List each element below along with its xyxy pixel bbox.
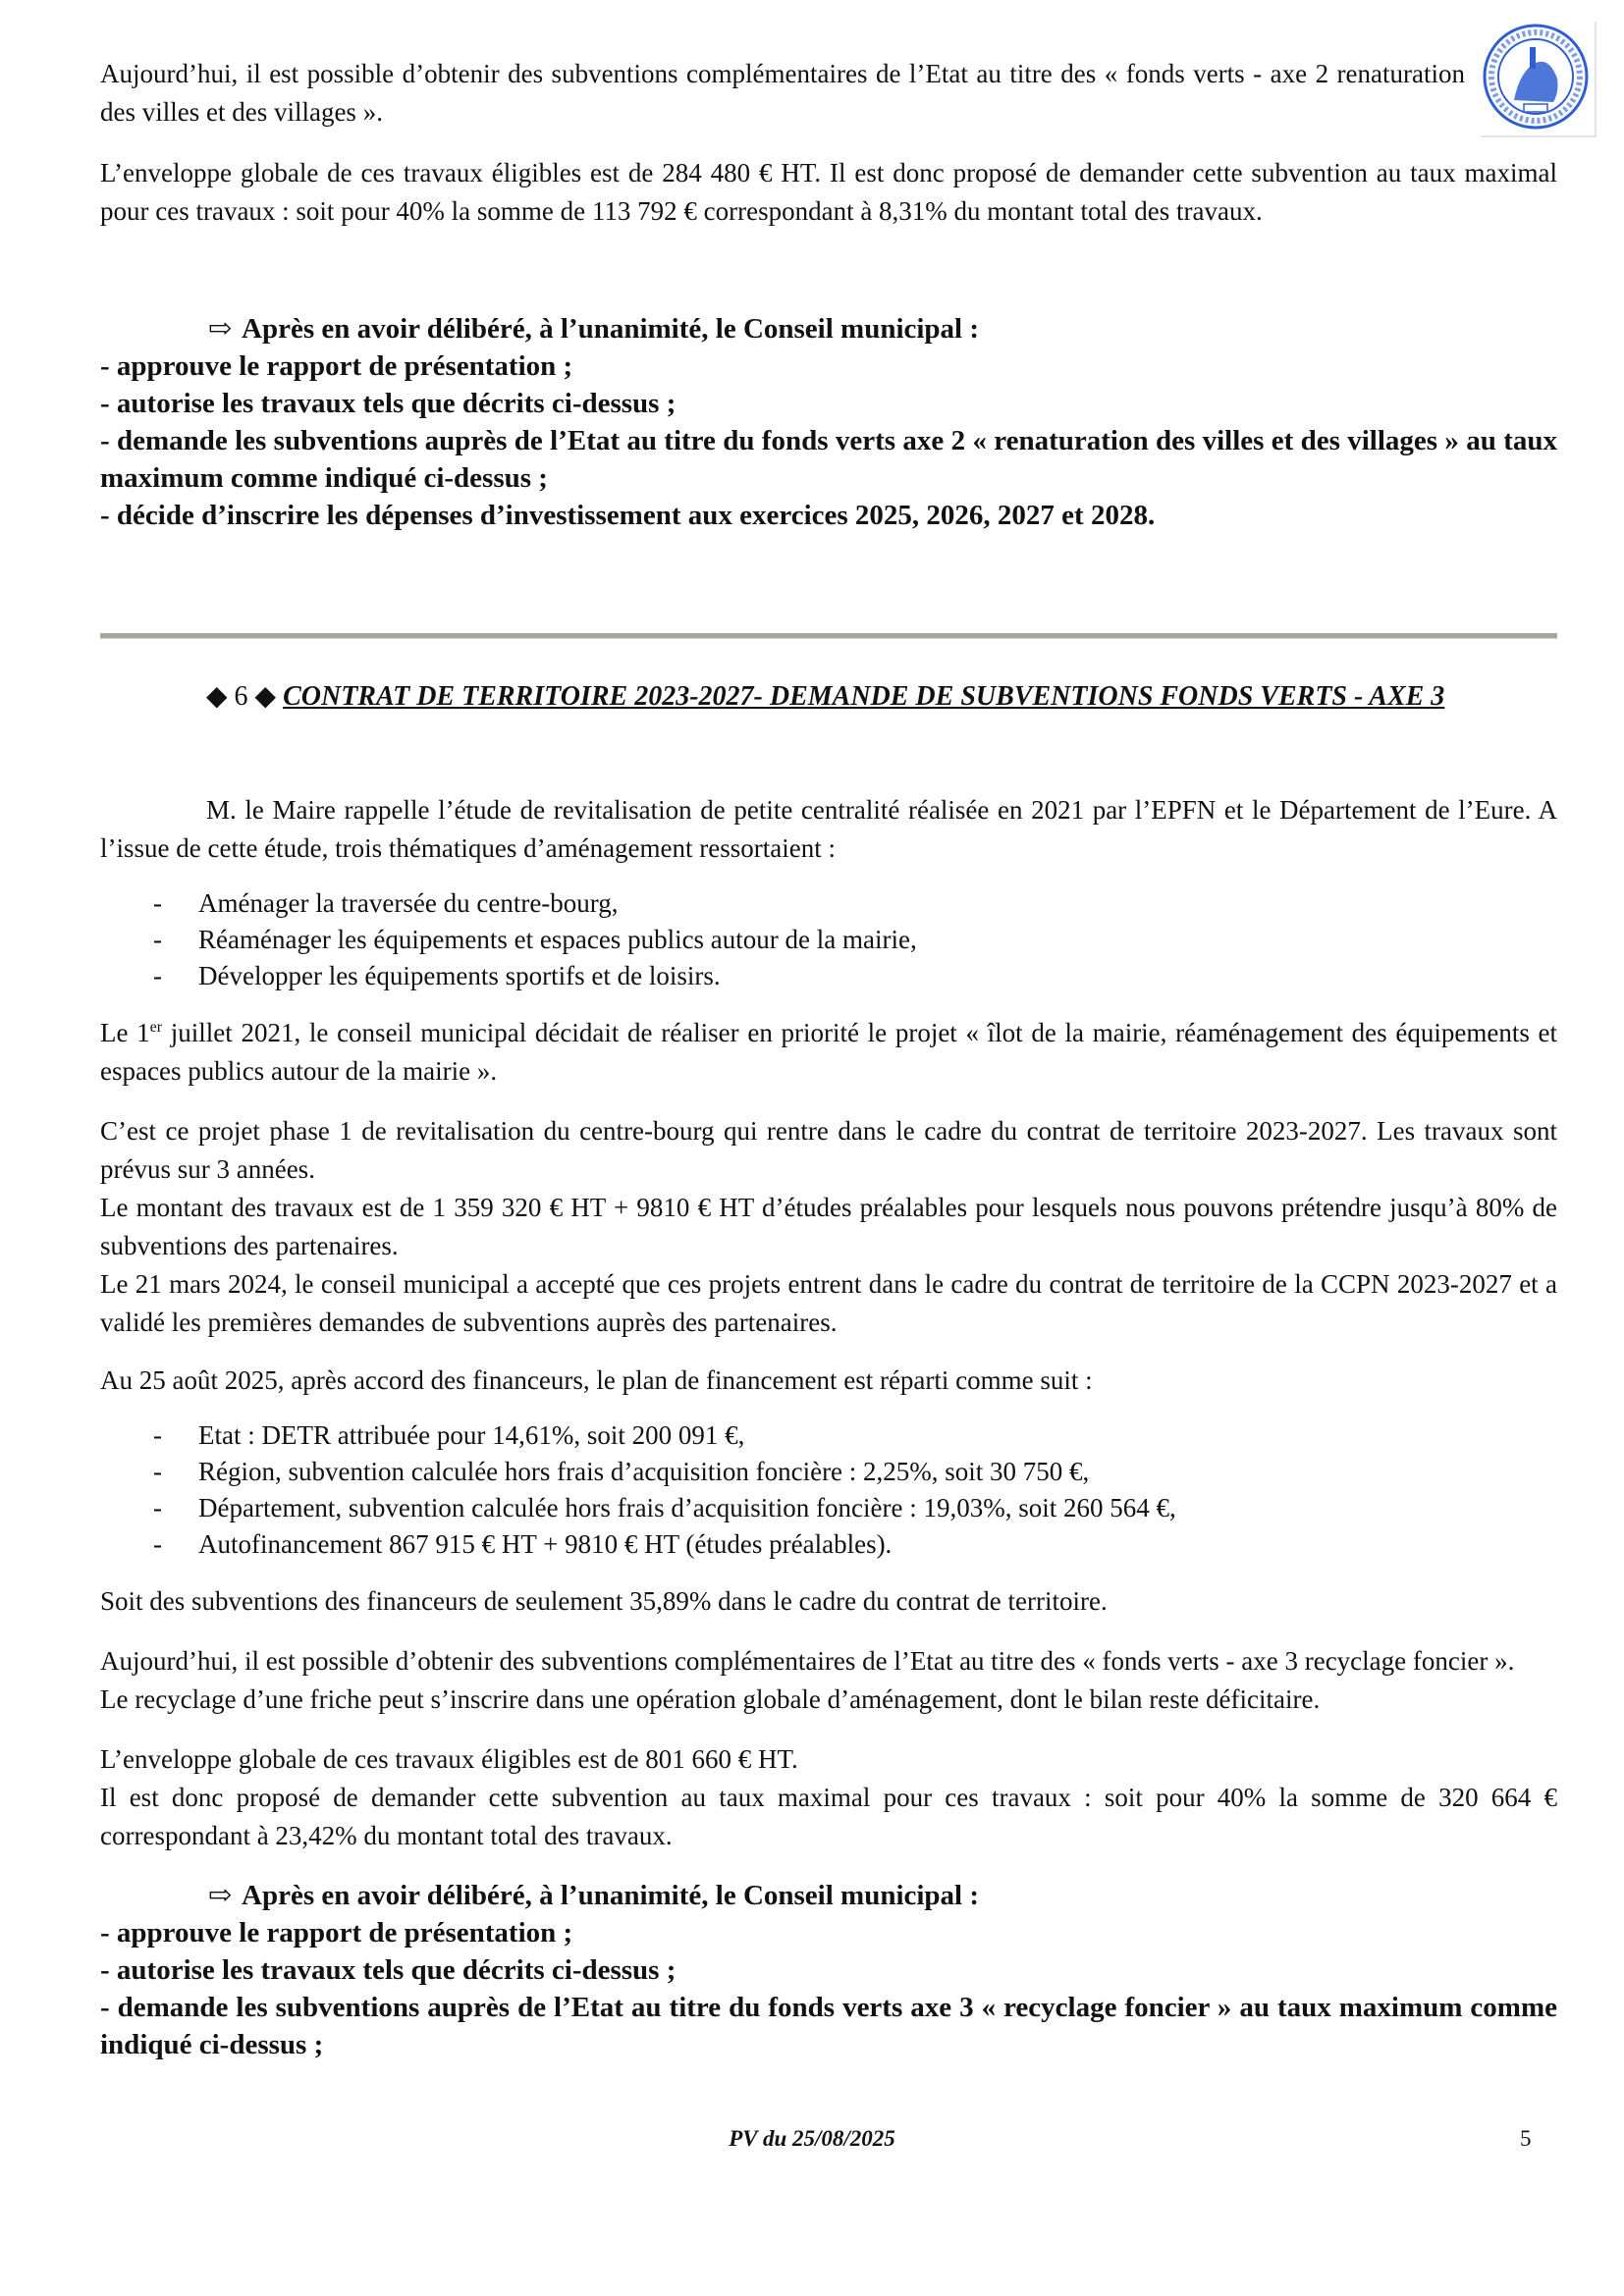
decision-intro [100,310,1557,347]
list-item [100,885,1557,922]
themes-list [100,885,1557,994]
section-title: CONTRAT DE TERRITOIRE 2023-2027- DEMANDE DE SUBVENTIONS FONDS VERTS - AXE 3 [283,681,1445,712]
paragraph-projet: C’est ce projet phase 1 de revitalisation du centre-bourg qui rentre dans le cadre du contrat de territoire 2023-2027. Les travaux sont prévus sur 3 années. [100,1116,1557,1184]
text: juillet 2021, le conseil municipal décidait de réaliser en priorité le projet « îlot de la mairie, réaménagement des équipements et espaces publics autour de la mairie ». [100,1018,1557,1086]
text: Le 1 [100,1018,150,1047]
dash-bullet: - [153,1493,162,1522]
paragraph-taux-axe3: Il est donc proposé de demander cette subvention au taux maximal pour ces travaux : soit pour 40% la somme de 320 664 € correspondant à 23,42% du montant total des travaux. [100,1783,1557,1850]
decision-item: - approuve le rapport de présentation ; [100,1917,573,1949]
paragraph-mars-2024: Le 21 mars 2024, le conseil municipal a accepté que ces projets entrent dans le cadre du contrat de territoire de la CCPN 2023-2027 et a validé les premières demandes de subventions auprès des partenaires. [100,1269,1557,1337]
paragraph-envelope-axe3: L’enveloppe globale de ces travaux éligibles est de 801 660 € HT. [100,1744,798,1774]
paragraph-financing-intro: Au 25 août 2025, après accord des financeurs, le plan de financement est réparti comme suit : [100,1365,1093,1395]
list-item-text: Etat : DETR attribuée pour 14,61%, soit 200 091 €, [198,1420,745,1450]
arrow-right-icon: ⇨ [208,1880,233,1911]
decision-intro [100,1877,1557,1914]
list-item [100,1417,1557,1454]
paragraph-montant: Le montant des travaux est de 1 359 320 € HT + 9810 € HT d’études préalables pour lesquels nous pouvons prétendre jusqu’à 80% de subventions des partenaires. [100,1193,1557,1260]
decision-item: - décide d’inscrire les dépenses d’investissement aux exercices 2025, 2026, 2027 et 2028. [100,500,1156,531]
dash-bullet: - [153,888,162,918]
paragraph-envelope-axe2-wrap [100,154,1557,231]
dash-bullet: - [153,925,162,954]
list-item [100,1490,1557,1526]
list-item-text: Région, subvention calculée hors frais d’acquisition foncière : 2,25%, soit 30 750 €, [198,1457,1090,1486]
list-item-text: Autofinancement 867 915 € HT + 9810 € HT (études préalables). [198,1529,893,1559]
superscript: er [149,1019,163,1036]
section-heading [100,677,1557,717]
paragraph-summary: Soit des subventions des financeurs de seulement 35,89% dans le cadre du contrat de territoire. [100,1586,1108,1616]
list-item-text: Département, subvention calculée hors frais d’acquisition foncière : 19,03%, soit 260 564 €, [198,1493,1176,1522]
list-item [100,958,1557,994]
paragraph-intro: M. le Maire rappelle l’étude de revitalisation de petite centralité réalisée en 2021 par l’EPFN et le Département de l’Eure. A l’issue de cette étude, trois thématiques d’aménagement ressortaient : [100,795,1557,863]
list-item [100,1526,1557,1563]
list-item [100,1454,1557,1490]
paragraph-fonds-verts-axe3: Aujourd’hui, il est possible d’obtenir des subventions complémentaires de l’Etat au titre des « fonds verts - axe 3 recyclage foncier ». [100,1646,1515,1676]
financing-list [100,1417,1557,1563]
decision-intro-text: Après en avoir délibéré, à l’unanimité, le Conseil municipal : [242,1880,980,1911]
section-divider [100,633,1557,639]
dash-bullet: - [153,1457,162,1486]
decision-item: - autorise les travaux tels que décrits ci-dessus ; [100,1954,677,1986]
decision-item: - demande les subventions auprès de l’Etat au titre du fonds verts axe 2 « renaturation des villes et des villages » au taux maximum comme indiqué ci-dessus ; [100,425,1557,494]
prev-section [100,55,1557,132]
decision-item: - approuve le rapport de présentation ; [100,350,573,382]
section-number: ◆ 6 ◆ [206,681,277,712]
decision-block-axe2 [100,310,1557,534]
section6-body [100,791,1557,2063]
paragraph-juillet-2021 [100,1014,1557,1091]
arrow-right-icon: ⇨ [208,313,233,345]
decision-item: - demande les subventions auprès de l’Etat au titre du fonds verts axe 3 « recyclage foncier » au taux maximum comme indiqué ci-dessus ; [100,1992,1557,2060]
decision-item: - autorise les travaux tels que décrits ci-dessus ; [100,388,677,419]
dash-bullet: - [153,961,162,990]
paragraph-friche: Le recyclage d’une friche peut s’inscrire dans une opération globale d’aménagement, dont le bilan reste déficitaire. [100,1684,1321,1714]
dash-bullet: - [153,1420,162,1450]
decision-block-axe3 [100,1877,1557,2063]
page-number: 5 [1520,2126,1532,2151]
list-item-text: Développer les équipements sportifs et de loisirs. [198,961,721,990]
list-item [100,922,1557,958]
decision-intro-text: Après en avoir délibéré, à l’unanimité, le Conseil municipal : [242,313,980,345]
dash-bullet: - [153,1529,162,1559]
footer-label: PV du 25/08/2025 [729,2126,895,2151]
list-item-text: Aménager la traversée du centre-bourg, [198,888,619,918]
paragraph-fonds-verts-axe2: Aujourd’hui, il est possible d’obtenir des subventions complémentaires de l’Etat au titre des « fonds verts - axe 2 renaturation des villes et des villages ». [100,59,1465,127]
list-item-text: Réaménager les équipements et espaces publics autour de la mairie, [198,925,917,954]
paragraph-envelope-axe2: L’enveloppe globale de ces travaux éligibles est de 284 480 € HT. Il est donc proposé de demander cette subvention au taux maximal pour ces travaux : soit pour 40% la somme de 113 792 € correspondant à 8,31% du montant total des travaux. [100,158,1557,226]
